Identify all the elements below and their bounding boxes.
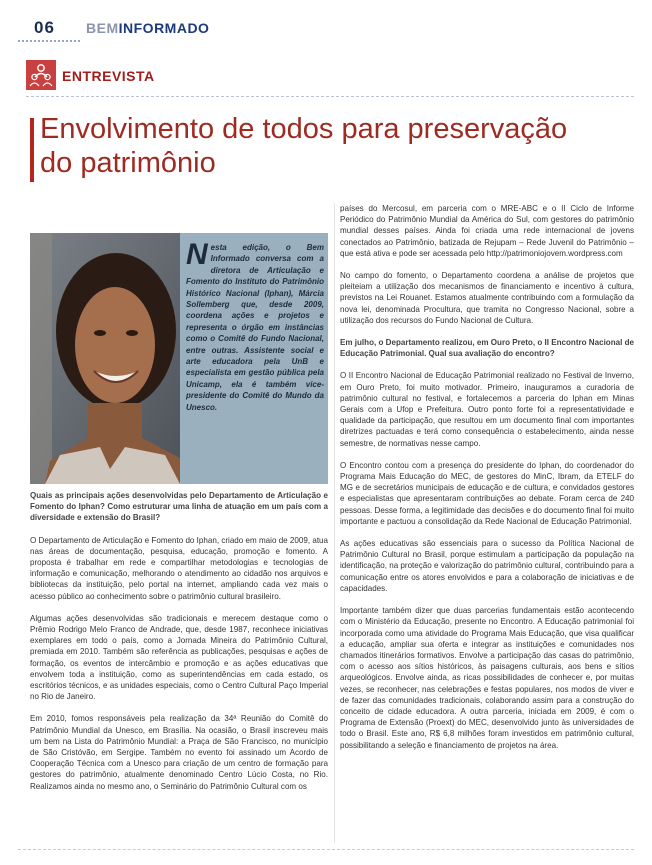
answer-paragraph: O Encontro contou com a presença do presidente do Iphan, do coordenador do Programa Mais Educação do MEC, de gestores do MinC, Ibram, da ETELF do MG e de secretários municipais de educação e de cultura, e convidados gestores e especialistas que apresentaram contribuições ao debate. Foram cerca de 240 pessoas. Desse forma, a legitimidade das decisões e do documento final foi muito importante e pactuou a consolidação da Rede Nacional de Educação Patrimonial.: [340, 460, 634, 526]
brand-part-2: INFORMADO: [118, 20, 210, 36]
left-column: [30, 490, 328, 803]
lead-paragraph: [186, 238, 324, 413]
column-divider: [334, 203, 335, 843]
article-title: Envolvimento de todos para preservação do patrimônio: [40, 113, 568, 179]
question-paragraph: Quais as principais ações desenvolvidas pelo Departamento de Articulação e Fomento do Iphan? Como estruturar uma linha de atuação em um país com a diversidade e extensão do Brasil?: [30, 491, 328, 523]
page-number: 06: [18, 14, 88, 42]
answer-paragraph: países do Mercosul, em parceria com o MRE-ABC e o II Ciclo de Informe Periódico do Patrimônio Mundial da América do Sul, com gestores do patrimônio mundial desses países. Ainda foi criada uma rede internacional de jovens conectados ao Patrimônio, batizada de Rejupam – Rede Juvenil do Patrimônio – que está ativa e pode ser acessada pelo http://patrimoniojovem.wordpress.com: [340, 204, 634, 258]
answer-paragraph: Em 2010, fomos responsáveis pela realização da 34ª Reunião do Comitê do Patrimônio Mundial da Unesco, em Brasília. Na ocasião, o Brasil inscreveu mais um bem na Lista do Patrimônio Mundial: a Praça de São Francisco, no município de São Cristóvão, em Sergipe. Também no evento foi assinado um Acordo de Cooperação Técnica com a Unesco para criação de um centro de formação para gestores do patrimônio, atualmente denominado Centro Lúcio Costa, no Rio. Realizamos ainda no mesmo ano, o Seminário do Patrimônio Cultural com os: [30, 714, 328, 791]
section-divider: [26, 96, 634, 97]
header-dash-divider: [18, 40, 80, 42]
answer-paragraph: O Departamento de Articulação e Fomento do Iphan, criado em maio de 2009, atua nas áreas de documentação, pesquisa, educação, promoção e fomento. A proposta é trabalhar em rede e compartilhar metodologias e tecnologias de informação e comunicação, melhorando o atendimento ao cidadão nos arquivos e bibliotecas da instituição, pelo portal na internet, ampliando cada vez mais o acesso público ao conhecimento sobre o patrimônio cultural brasileiro.: [30, 535, 328, 601]
answer-paragraph: O II Encontro Nacional de Educação Patrimonial realizado no Festival de Inverno, em Ouro Preto, foi muito motivador. Primeiro, inauguramos a curadoria de patrimônio cultural no festival, e fortalecemos a parceria do Iphan em Minas Gerais com a Ufop e Prefeitura. Outro ponto forte foi a representatividade e qualidade da participação, que resultou em um documento final com importantes diretrizes pactuadas e terá como consequência o estabelecimento, ainda nesse semestre, de normativas nesse campo.: [340, 371, 634, 448]
photo-credit: Foto: Nélida Cristina: [19, 409, 26, 465]
lead-text: esta edição, o Bem Informado conversa com a diretora de Articulação e Fomento do Instituto do Patrimônio Histórico Nacional (Iphan), Márcia Sollemberg que, desde 2009, coordena ações e projetos e representa o órgão em instâncias como o Comitê do Fundo Nacional, entre outras. Assistente social e arte educadora pela UnB e especialista em gestão pública pela Unicamp, ela é também vice-presidente do Comitê do Mundo da Unesco.: [186, 243, 324, 412]
section-label: ENTREVISTA: [62, 68, 155, 84]
answer-paragraph: No campo do fomento, o Departamento coordena a análise de projetos que pleiteiam a utilização dos mecanismos de financiamento e incentivo à cultura, previstos na Lei Rouanet. Estamos atualmente contribuindo com a formulação da nova lei, denominada Procultura, que tramita no Congresso Nacional, sobre a utilização dos recursos do Fundo Nacional de Cultura.: [340, 271, 634, 325]
right-column: [340, 203, 634, 762]
answer-paragraph: As ações educativas são essenciais para o sucesso da Política Nacional de Patrimônio Cultural no Brasil, porque estimulam a participação da população na identificação, na proteção e valorização do patrimônio cultural, contribuindo para a comunicação entre os atores envolvidos e para a colaboração de iniciativas e de capacidades.: [340, 539, 634, 593]
brand-part-1: BEM: [86, 20, 119, 36]
question-paragraph: Em julho, o Departamento realizou, em Ouro Preto, o II Encontro Nacional de Educação Patrimonial. Qual sua avaliação do encontro?: [340, 338, 634, 359]
drop-cap: N: [186, 238, 208, 271]
people-group-icon: [26, 60, 56, 90]
title-accent-bar: [30, 118, 34, 182]
footer-divider: [18, 849, 634, 850]
answer-paragraph: Importante também dizer que duas parcerias fundamentais estão acontecendo com o Ministério da Educação, presente no Encontro. A Educação patrimonial foi incorporada como uma atividade do Programa Mais Educação, que visa qualificar a educação, ampliar sua oferta e integrar as instituições e comunidades nos chamados itinerários formativos. Envolve a participação das casas do patrimônio, com o acesso aos sítios históricos, às paisagens culturais, aos bens e sítios arqueológicos. Envolve ainda, as ricas possibilidades de conhecer e, por muitas vezes, se reconhecer, nas celebrações e festas populares, nos modos de viver e de fazer das comunidades tradicionais, colaborando assim para a construção do conceito de cidade educadora. A outra parceria, iniciada em 2009, é com o Programa de Extensão (Proext) do MEC, desenvolvido junto às universidades de todo o Brasil. Este ano, R$ 6,8 milhões foram investidos em patrimônio cultural, possibilitando a seleção e financiamento de projetos na área.: [340, 606, 634, 750]
answer-paragraph: Algumas ações desenvolvidas são tradicionais e merecem destaque como o Prêmio Rodrigo Melo Franco de Andrade, que, desde 1987, reconhece iniciativas exemplares em todo o país, como a Jornada Mineira do Patrimônio Cultural, premiada em 2010. Também são referência as publicações, pesquisas e ações de formação, os eventos de intercâmbio e promoção e as ações educativas que envolvem toda a instituição, como as superintendências em cada estado, os escritórios técnicos, e as unidades especiais, como o Centro Cultural Paço Imperial no Rio de Janeiro.: [30, 613, 328, 702]
publication-brand: [86, 20, 209, 36]
